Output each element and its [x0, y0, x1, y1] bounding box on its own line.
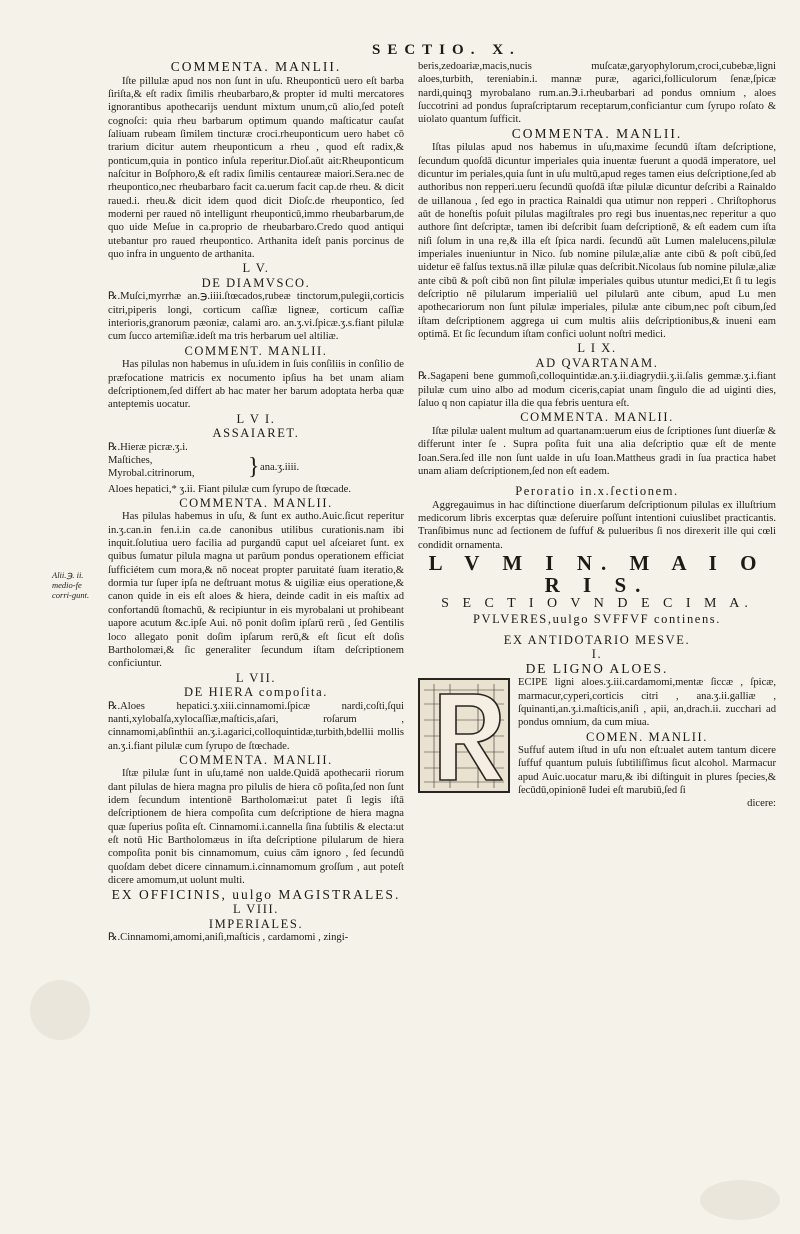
- heading: COMMENTA. MANLII.: [170, 59, 342, 74]
- heading: EX OFFICINIS, uulgo MAGISTRALES.: [111, 886, 401, 902]
- section-number: L VIII.: [233, 902, 279, 916]
- section-number: L V I.: [236, 411, 276, 426]
- paragraph: Iſtæ pilulæ ualent multum ad quartanam:uerum eius de ſcriptiones ſunt diuerſæ & differunt inter ſe . Supra poſita fuit una alia deſcriptio quæ eſt de mente Ioan.Sera.ſed ille non ſunt ualde in uſu Ioan.Mattheus gradi in ſua practica habet unam aliam deſcriptionem,ſed non eſt eadem.: [418, 425, 776, 477]
- heading: COMMENTA. MANLII.: [511, 125, 683, 141]
- section-number: L I X.: [577, 341, 617, 356]
- paragraph: Has pilulas habemus in uſu, & ſunt ex autho.Auic.ſicut reperitur in.ʒ.can.in fen.i.in ca.de canonibus utilibus curationis.nam ibi inquit.ſolutiua uero facilia ad purgandū caput uel aſceiaret ſunt. ex quibus ſumatur pilula magna ut parūum pondus operationem efficiat ſufficiétem cum mora,& nō noceat propter paruitaté ſuam iteratio,& dormia tur ſuper ipſa ne deſtruant motus & uigiliæ eius operatione,& canon quide in eis eſt aloes & hiera, deinde cadit in eis maſtix ad confortandū ſtomachū, & recipiuntur in eis myrobalani ut prohibeant uapore acutum &c.ipſe Aui. nō ponit doſim ipſarū rerū , ſed Gentilis loco allegato ponit doſim ipſarum rerū,& eſt ſicut eſt doſis Bartholomæi,& ſic generaliter ſecundum iſtam deſcriptionem conficiuntur.: [108, 511, 404, 670]
- heading: DE HIERA compoſita.: [184, 685, 328, 700]
- catchword: dicere:: [747, 798, 776, 810]
- recipe-paragraph: ℞.Sagapeni bene gummoſi,colloquintidæ.an.ʒ.ii.diagrydii.ʒ.ii.ſalis gemmæ.ʒ.i.fiant pilulæ cum uino albo ad modum ciceris,capiat unam ſingulo die ad uiginti dies, ſaluo q non capiatur illa die qua febris uentura eſt.: [418, 371, 776, 410]
- decorated-initial-r-icon: [418, 678, 510, 793]
- heading: EX ANTIDOTARIO MESVE.: [503, 632, 691, 647]
- left-column: [108, 60, 404, 944]
- recipe-paragraph: ℞.Cinnamomi,amomi,aniſi,maſticis , cardamomi , zingi-: [108, 932, 349, 943]
- margin-note: Alii.℈. ii. medio-fe corri-gunt.: [52, 570, 90, 600]
- heading: AD QVARTANAM.: [535, 355, 659, 370]
- right-column: [418, 60, 776, 811]
- heading: COMMENTA. MANLII.: [520, 410, 674, 425]
- initial-paragraph: [418, 676, 776, 811]
- section-number: L V.: [242, 261, 270, 276]
- formula-line: Maſtiches,: [108, 454, 153, 466]
- recipe-paragraph: ℞.Aloes hepatici.ʒ.xiii.cinnamomi.ſpicæ nardi,coſti,ſqui nanti,xylobalſa,xylocaſſiæ,maſticis,aſari, roſarum , cinnamomi,abſinthii an.ʒ.i.agarici,colloquintidæ,turbith,bdellii mollis an.ʒ.i.fiant pilulæ cum ſyrupo de ſtœchade.: [108, 700, 404, 752]
- heading: COMMENTA. MANLII.: [179, 752, 333, 767]
- paragraph: Aggregauimus in hac diſtinctione diuerſarum deſcriptionum pilulas ex illuſtrium medicorum libris excerptas quæ deſeruire poſſunt intentioni cuiuslibet practicantis. Tranſibimus nunc ad ſectionem de ſuffuf & pulueribus ſi nos direxerit ille qui cœli condidit ornamenta.: [418, 499, 776, 551]
- running-head: SECTIO. X.: [372, 42, 521, 58]
- heading: COMMENT. MANLII.: [184, 343, 328, 358]
- formula-dose: ana.ʒ.iiii.: [260, 461, 300, 473]
- paragraph: Suffuf autem iſtud in uſu non eſt:ualet autem tantum dicere ſuffuf quantum puluis ſubtiliſſimus ſicut alcohol. Marmacur apud Auic.uocatur maru,& ibi diſtinguit in plures ſpecies,& ſecūdū,opinionē Iudei eſt marubiū,ſed ſi: [518, 745, 776, 797]
- heading: PVLVERES,uulgo SVFFVF continens.: [473, 612, 721, 627]
- recipe-paragraph: ℞.Muſci,myrrhæ an.℈.iiii.ſtœcados,rubeæ tinctorum,pulegii,corticis citri,piperis longi, corticum caſſiæ ligneæ, corticum caſſiæ interioris,granorum pæoniæ, calami aro. an.ʒ.vi.ſpicæ.ʒ.s.fiant pilulæ cum ſucco artemiſiæ.ideſt ma tris herbarum uel altiliæ.: [108, 291, 404, 343]
- page-stain: [700, 1180, 780, 1220]
- paragraph: Iſtas pilulas apud nos habemus in uſu,maxime ſecundū iſtam deſcriptione, ſecundum quoſdā dicuntur imperiales quia inuentæ fuerunt a quodā imperatore, uel dicuntur im periales,quia ſunt in uſu multū,apud reges tamen eius deſcriptione,ſed ab authoribus non repperi.ueru ſecundū quoſdā iſtæ pilulæ dicuntur deſcribi a Rainaldo de uillanoua , ſed ego in practica Rainaldi qua utimur non repperi . Chriſtophorus aūt de honeſtis poſuit pilulas magiſtrales pro regi bus inuentas,nec reperitur a quo authore ſint deſcriptæ, tamen ibi deſcribit ſuam deſcriptionē, & eſt eadem cum iſta niſi ſolum in una re,& illa eſt ſpica nardi. ſecundū aūt Lumen malelucens,pilulæ imperiales inueniuntur in Nico. ſub nomine pilulæ,aliæ ante cibū & poſt cibū,ſed uidetur eē falſus textus.nā illæ pilulæ quas deſcribit.Nicolaus ſub nomine pilulæ,aliæ ante cibū & poſt cibū non ſint pilulæ imperiales quibus utuntur medici,Et ſi tu legis deſcriptio nē pilularum imperialiū uel pilularū ante cibum, apud Lu men apothecariorum non ſunt pilulæ imperiales, pilulæ ante cibum,nec poſt cibum,ſed iſtam deſcriptionem aggrega ui cum multis aliis deſcriptionibus,& inueni eam optimā. Et ſic ſecundum iſtam confici uolunt noſtri medici.: [418, 142, 776, 341]
- paragraph: ECIPE ligni aloes.ʒ.iii.cardamomi,mentæ ſiccæ , ſpicæ, marmacur,cyperi,corticis citri , ana.ʒ.ii.galliæ , ſquinanti,an.ʒ.i.maſticis,aniſi , apii, an,drach.ii. zucchari ad pondus omnium, da cum miua.: [518, 677, 776, 729]
- formula-line: ℞.Hieræ picræ.ʒ.i.: [108, 441, 188, 453]
- section-number: I.: [591, 647, 603, 662]
- book-subtitle: S E C T I O V N D E C I M A.: [441, 596, 753, 612]
- paragraph: Aloes hepatici,* ʒ.ii. Fiant pilulæ cum ſyrupo de ſtœcade.: [108, 483, 352, 495]
- paragraph: beris,zedoariæ,macis,nucis muſcatæ,garyophylorum,croci,cubebæ,ligni aloes,turbith, tereniabin.i. mannæ puræ, agarici,folliculorum ſenæ,ſpicæ nardi,quinqꝫ myrobalano rum.an.℈.i.rheubarbari ad pondus omnium , aloes ſuccotrini ad pondus ſupraſcriptarum receptarum,conficiantur cum ſyrupo roſato & uiolato quantum ſufficit.: [418, 61, 776, 126]
- heading: Peroratio in.x.ſectionem.: [515, 484, 679, 499]
- book-title: L V M I N. M A I O R I S.: [428, 551, 766, 598]
- formula-line: Myrobal.citrinorum,: [108, 467, 195, 479]
- section-number: L VII.: [235, 670, 277, 685]
- paragraph: Has pilulas non habemus in uſu.idem in ſuis conſiliis in conſilio de præfocatione matricis ex nocumento ipſius ha bet unam aliam deſcriptionem,ſed differt ab hac mater her barum adoptata herba quæ anteptemis uocatur.: [108, 359, 404, 411]
- heading: ASSAIARET.: [212, 426, 300, 441]
- heading: DE LIGNO ALOES.: [525, 660, 669, 676]
- heading: DE DIAMVSCO.: [201, 275, 311, 290]
- paragraph: Iſtæ pilulæ ſunt in uſu,tamé non ualde.Quidā apothecarii riorum dant pilulas de hiera magna pro pilulis de hiera cō poſita,ſed non ſunt idem ſecundum intentionē Bartholomæi:ut patet ſi legis iſtā deſcriptionem de hiera compoſita cum deſcriptione de hiera magna quæ ſuperius poſita eſt. Cinnamomi.i.cannella ſina ſubtilis & electa:ut eſt notū Hic Bartholomæus in iſta deſcriptione pilularum de hiera compoſita ponit bis cinnamomum, cuius cām ignoro , ſed ſecundū quoſdam debet dicere cinnamum.i.cinnamomum groſſum , aut poteſt dicere amomum,ut uolunt multi.: [108, 768, 404, 887]
- brace-glyph: }: [248, 453, 260, 480]
- heading: IMPERIALES.: [208, 916, 304, 931]
- paragraph: Iſte pillulæ apud nos non ſunt in uſu. Rheuponticū uero eſt barba ſiriſta,& eſt radix ſimilis rheubarbaro,& propter id multi mercatores ignorantibus apothecarijs uendunt mixtum unum,cū alio,ſed poteſt cognoſci: quia rheu barbarum optimum quando maſticatur cauſat ſaliuam rubeam ſimilem tincturæ croci.rheuponticum uero habet cō trarium dicitur autem rheuponticum a rheu , quod eſt radix,& ponticum,quia in pontico inſula reperitur.Dioſ.aūt ait:Rheuponticum naſcitur in Boſphoro,& eſt radix ſimilis centaureæ maiori.Sera.nec de rheupontico,nec rheubarbaro facit ca.uerum facit cap.de rheu. & dicit raued.i. rheu.& dicit idem quod dicit Dioſc.de rheupontico, ſed moderni per raued nō intelligunt rheuponticū,immo rheubarbarum,de quo uide Meſue in ca.proprio de rheubarbaro.Credo quod antiqui utebantur pro raued rheupontico. Arthanita ideſt panis porcinus de quo infra in unguento de arthanita.: [108, 75, 404, 260]
- page-stain: [30, 980, 90, 1040]
- recipe-formula: [108, 441, 404, 483]
- heading: COMMENTA. MANLII.: [179, 495, 333, 510]
- heading: COMEN. MANLII.: [585, 729, 709, 744]
